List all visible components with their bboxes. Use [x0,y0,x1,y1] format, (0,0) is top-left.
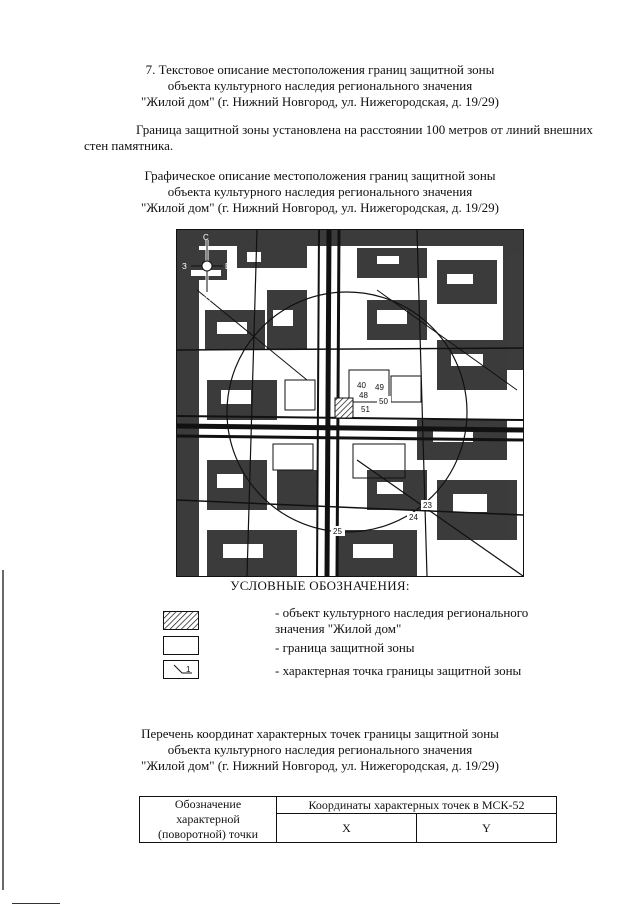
heritage-object-legend-text [275,605,575,637]
protective-zone-map [176,229,524,577]
heading-line: объекта культурного наследия регионального значения [167,78,473,93]
zone-distance-paragraph [84,122,604,154]
map-label: 25 [333,527,342,536]
coordinates-list-heading [0,726,640,774]
y-column-header: Y [417,814,557,843]
map-label: 23 [423,501,432,510]
hatch-swatch [164,612,198,629]
heading-line: 7. Текстовое описание местоположения границ защитной зоны [145,62,495,77]
map-label: 49 [375,383,384,392]
heading-line: Графическое описание местоположения границ защитной зоны [144,168,496,183]
heading-line: "Жилой дом" (г. Нижний Новгород, ул. Нижегородская, д. 19/29) [141,758,499,773]
map-label: 51 [361,405,370,414]
legend-text-line: - объект культурного наследия регионального [275,605,529,620]
characteristic-point-legend-text: - характерная точка границы защитной зоны [275,663,522,678]
characteristic-point-legend-symbol [163,660,199,679]
zone-boundary-legend-text: - граница защитной зоны [275,640,415,655]
heading-line: "Жилой дом" (г. Нижний Новгород, ул. Нижегородская, д. 19/29) [141,200,499,215]
heading-line: объекта культурного наследия регионального значения [167,742,473,757]
compass-north-label: С [203,233,209,242]
point-designation-header [140,797,277,843]
map-label: 50 [379,397,388,406]
map-graphic [177,230,523,576]
map-label: 40 [357,381,366,390]
paragraph-line-2: стен памятника. [84,138,174,153]
point-swatch [164,661,198,678]
graphic-description-heading [0,168,640,216]
x-column-header: X [277,814,417,843]
left-margin-scan-edge [2,570,4,890]
header-line: (поворотной) точки [158,827,258,841]
legend-title: УСЛОВНЫЕ ОБОЗНАЧЕНИЯ: [230,578,410,593]
compass-south-label: Ю [203,295,212,304]
heading-line: объекта культурного наследия регионального значения [167,184,473,199]
heading-line: "Жилой дом" (г. Нижний Новгород, ул. Нижегородская, д. 19/29) [141,94,499,109]
map-label: 24 [409,513,418,522]
compass-west-label: З [182,262,187,271]
point-symbol-label: 1 [186,665,191,674]
compass-east-label: В [225,262,231,271]
legend-text-line: значения "Жилой дом" [275,621,402,636]
section-7-heading [0,62,640,110]
heritage-object-legend-symbol [163,611,199,630]
page-corner-mark [12,903,60,904]
coordinates-table [139,796,557,843]
heading-line: Перечень координат характерных точек границы защитной зоны [141,726,499,741]
zone-boundary-legend-symbol [163,636,199,655]
map-label: 48 [359,391,368,400]
paragraph-line [84,122,604,138]
paragraph-text: Граница защитной зоны установлена на расстоянии 100 метров от линий внешних [136,122,593,137]
coordinates-group-header: Координаты характерных точек в МСК-52 [277,797,557,814]
heritage-object-marker [335,398,353,418]
header-line: характерной [176,812,240,826]
header-line: Обозначение [174,797,242,811]
